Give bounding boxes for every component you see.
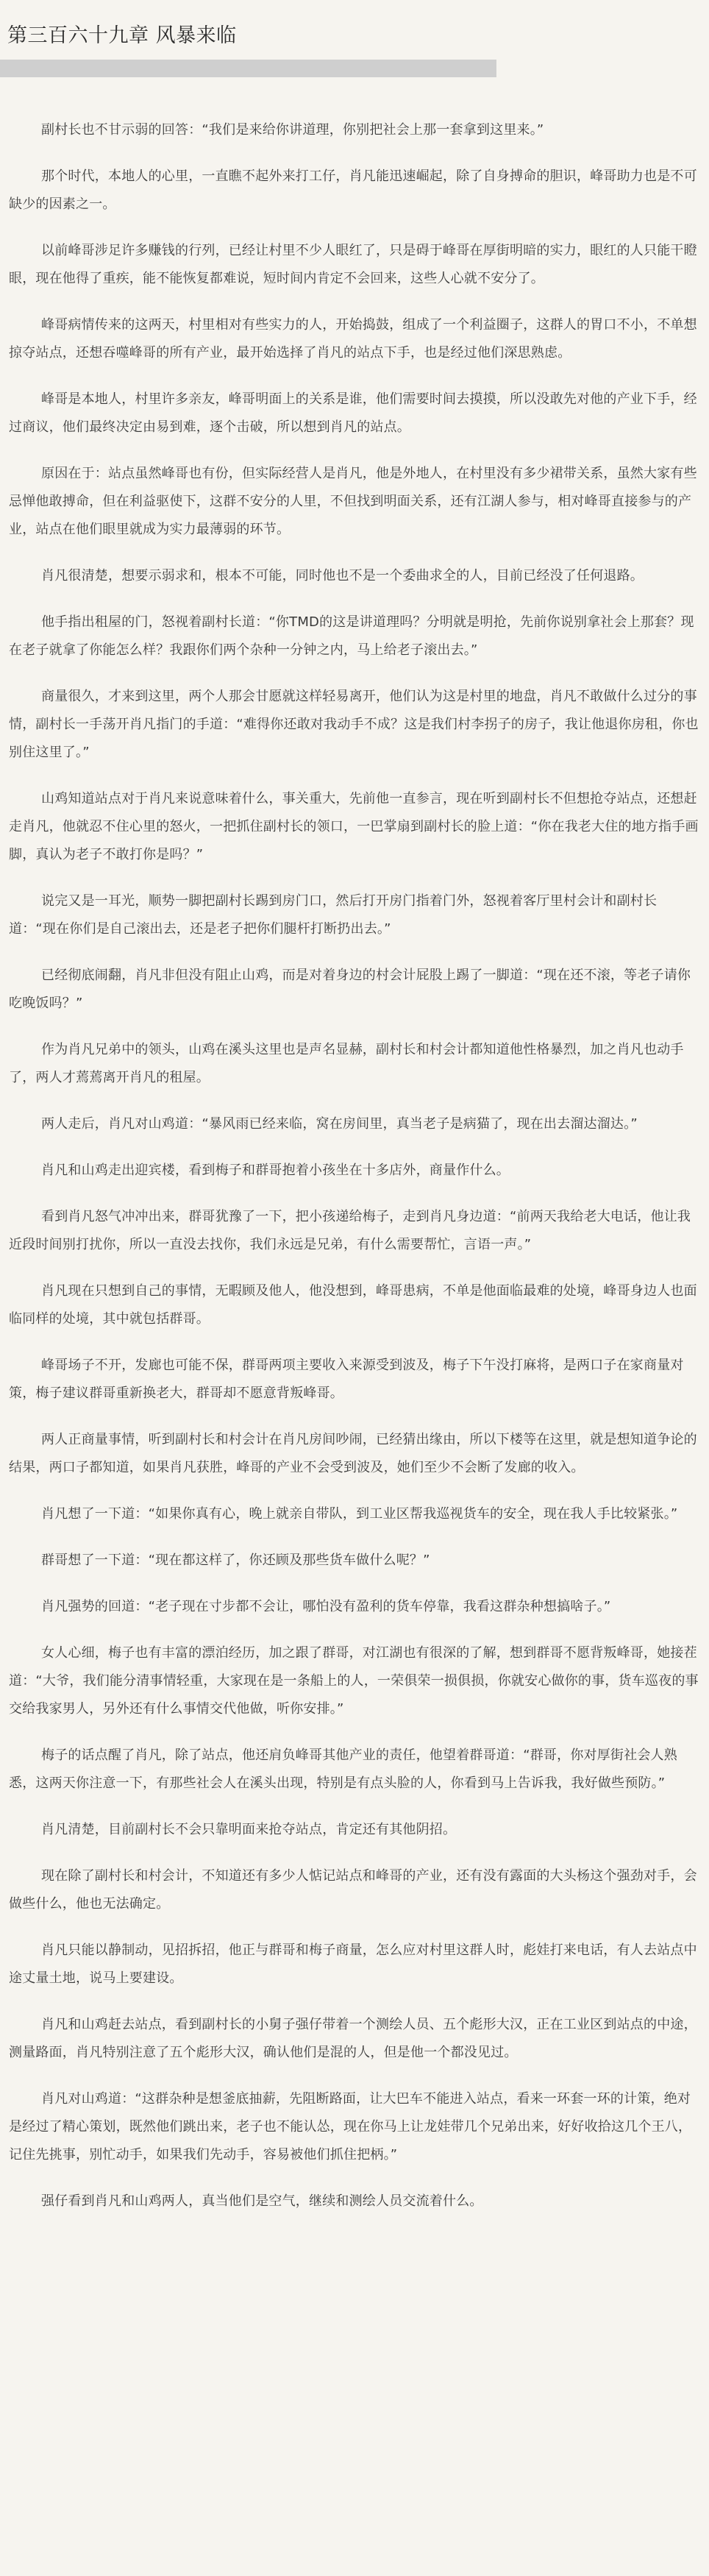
chapter-title: 第三百六十九章 风暴来临 bbox=[7, 24, 237, 47]
chapter-paragraph: 肖凡只能以静制动，见招拆招，他正与群哥和梅子商量，怎么应对村里这群人时，彪娃打来电话，有人去站点中途丈量土地，说马上要建设。 bbox=[9, 1942, 697, 1986]
chapter-paragraph: 看到肖凡怒气冲冲出来，群哥犹豫了一下，把小孩递给梅子，走到肖凡身边道：“前两天我给老大电话，他让我近段时间别打扰你，所以一直没去找你，我们永远是兄弟，有什么需要帮忙，言语一声。” bbox=[9, 1209, 691, 1252]
chapter-paragraph: 峰哥病情传来的这两天，村里相对有些实力的人，开始捣鼓，组成了一个利益圈子，这群人的胃口不小，不单想掠夺站点，还想吞噬峰哥的所有产业，最开始选择了肖凡的站点下手，也是经过他们深思熟虑。 bbox=[9, 317, 697, 361]
chapter-paragraph: 肖凡很清楚，想要示弱求和，根本不可能，同时他也不是一个委曲求全的人，目前已经没了任何退路。 bbox=[41, 568, 644, 583]
chapter-paragraph: 商量很久，才来到这里，两个人那会甘愿就这样轻易离开，他们认为这是村里的地盘，肖凡不敢做什么过分的事情，副村长一手荡开肖凡指门的手道：“难得你还敢对我动手不成？这是我们村李拐子的房子，我让他退你房租，你也别住这里了。” bbox=[9, 689, 699, 760]
chapter-paragraph: 肖凡对山鸡道：“这群杂种是想釜底抽薪，先阻断路面，让大巴车不能进入站点，看来一环套一环的计策，绝对是经过了精心策划，既然他们跳出来，老子也不能认怂，现在你马上让龙娃带几个兄弟出来，好好收拾这几个王八，记住先挑事，别忙动手，如果我们先动手，容易被他们抓住把柄。” bbox=[9, 2091, 692, 2162]
chapter-paragraph: 肖凡强势的回道：“老子现在寸步都不会让，哪怕没有盈利的货车停靠，我看这群杂种想搞啥子。” bbox=[41, 1599, 611, 1614]
chapter-paragraph: 以前峰哥涉足许多赚钱的行列，已经让村里不少人眼红了，只是碍于峰哥在厚街明暗的实力，眼红的人只能干瞪眼，现在他得了重疾，能不能恢复都难说，短时间内肯定不会回来，这些人心就不安分了。 bbox=[9, 243, 697, 286]
chapter-content bbox=[9, 116, 703, 2234]
chapter-paragraph: 肖凡清楚，目前副村长不会只靠明面来抢夺站点，肯定还有其他阴招。 bbox=[41, 1822, 457, 1837]
chapter-paragraph: 现在除了副村长和村会计，不知道还有多少人惦记站点和峰哥的产业，还有没有露面的大头杨这个强劲对手，会做些什么，他也无法确定。 bbox=[9, 1868, 697, 1912]
chapter-paragraph: 肖凡现在只想到自己的事情，无暇顾及他人，他没想到，峰哥患病，不单是他面临最难的处境，峰哥身边人也面临同样的处境，其中就包括群哥。 bbox=[9, 1283, 697, 1327]
chapter-paragraph: 已经彻底闹翻，肖凡非但没有阻止山鸡，而是对着身边的村会计屁股上踢了一脚道：“现在还不滚，等老子请你吃晚饭吗？” bbox=[9, 968, 691, 1011]
chapter-paragraph: 肖凡想了一下道：“如果你真有心，晚上就亲自带队，到工业区帮我巡视货车的安全，现在我人手比较紧张。” bbox=[41, 1506, 678, 1522]
reading-progress-bar bbox=[0, 60, 496, 77]
chapter-paragraph: 副村长也不甘示弱的回答：“我们是来给你讲道理，你别把社会上那一套拿到这里来。” bbox=[41, 122, 544, 138]
chapter-paragraph: 肖凡和山鸡赶去站点，看到副村长的小舅子强仔带着一个测绘人员、五个彪形大汉，正在工业区到站点的中途，测量路面，肖凡特别注意了五个彪形大汉，确认他们是混的人，但是他一个都没见过。 bbox=[9, 2017, 697, 2060]
chapter-paragraph: 强仔看到肖凡和山鸡两人，真当他们是空气，继续和测绘人员交流着什么。 bbox=[41, 2193, 483, 2209]
chapter-paragraph: 说完又是一耳光，顺势一脚把副村长踢到房门口，然后打开房门指着门外，怒视着客厅里村会计和副村长道：“现在你们是自己滚出去，还是老子把你们腿杆打断扔出去。” bbox=[9, 893, 658, 937]
chapter-paragraph: 两人走后，肖凡对山鸡道：“暴风雨已经来临，窝在房间里，真当老子是病猫了，现在出去溜达溜达。” bbox=[41, 1116, 638, 1132]
chapter-paragraph: 两人正商量事情，听到副村长和村会计在肖凡房间吵闹，已经猜出缘由，所以下楼等在这里，就是想知道争论的结果，两口子都知道，如果肖凡获胜，峰哥的产业不会受到波及，她们至少不会断了发廊的收入。 bbox=[9, 1432, 697, 1475]
chapter-paragraph: 女人心细，梅子也有丰富的漂泊经历，加之跟了群哥，对江湖也有很深的了解，想到群哥不愿背叛峰哥，她接茬道：“大爷，我们能分清事情轻重，大家现在是一条船上的人，一荣俱荣一损俱损，你就安心做你的事，货车巡夜的事交给我家男人，另外还有什么事情交代他做，听你安排。” bbox=[9, 1645, 699, 1717]
chapter-paragraph: 梅子的话点醒了肖凡，除了站点，他还肩负峰哥其他产业的责任，他望着群哥道：“群哥，你对厚街社会人熟悉，这两天你注意一下，有那些社会人在溪头出现，特别是有点头脸的人，你看到马上告诉我，我好做些预防。” bbox=[9, 1748, 677, 1791]
chapter-paragraph: 那个时代，本地人的心里，一直瞧不起外来打工仔，肖凡能迅速崛起，除了自身搏命的胆识，峰哥助力也是不可缺少的因素之一。 bbox=[9, 168, 697, 212]
chapter-paragraph: 山鸡知道站点对于肖凡来说意味着什么，事关重大，先前他一直参言，现在听到副村长不但想抢夺站点，还想赶走肖凡，他就忍不住心里的怒火，一把抓住副村长的领口，一巴掌扇到副村长的脸上道：“你在我老大住的地方指手画脚，真认为老子不敢打你是吗？” bbox=[9, 791, 699, 862]
chapter-paragraph: 峰哥是本地人，村里许多亲友，峰哥明面上的关系是谁，他们需要时间去摸摸，所以没敢先对他的产业下手，经过商议，他们最终决定由易到难，逐个击破，所以想到肖凡的站点。 bbox=[9, 391, 697, 435]
chapter-paragraph: 肖凡和山鸡走出迎宾楼，看到梅子和群哥抱着小孩坐在十多店外，商量作什么。 bbox=[41, 1163, 510, 1178]
chapter-paragraph: 作为肖凡兄弟中的领头，山鸡在溪头这里也是声名显赫，副村长和村会计都知道他性格暴烈，加之肖凡也动手了，两人才蔫蔫离开肖凡的租屋。 bbox=[9, 1042, 684, 1085]
chapter-paragraph: 原因在于：站点虽然峰哥也有份，但实际经营人是肖凡，他是外地人，在村里没有多少裙带关系，虽然大家有些忌惮他敢搏命，但在利益驱使下，这群不安分的人里，不但找到明面关系，还有江湖人参与，相对峰哥直接参与的产业，站点在他们眼里就成为实力最薄弱的环节。 bbox=[9, 466, 697, 537]
chapter-paragraph: 他手指出租屋的门，怒视着副村长道：“你TMD的这是讲道理吗？分明就是明抢，先前你说别拿社会上那套？现在老子就拿了你能怎么样？我跟你们两个杂种一分钟之内，马上给老子滚出去。” bbox=[9, 614, 694, 658]
chapter-paragraph: 群哥想了一下道：“现在都这样了，你还顾及那些货车做什么呢？” bbox=[41, 1553, 430, 1568]
chapter-paragraph: 峰哥场子不开，发廊也可能不保，群哥两项主要收入来源受到波及，梅子下午没打麻将，是两口子在家商量对策，梅子建议群哥重新换老大，群哥却不愿意背叛峰哥。 bbox=[9, 1358, 684, 1401]
